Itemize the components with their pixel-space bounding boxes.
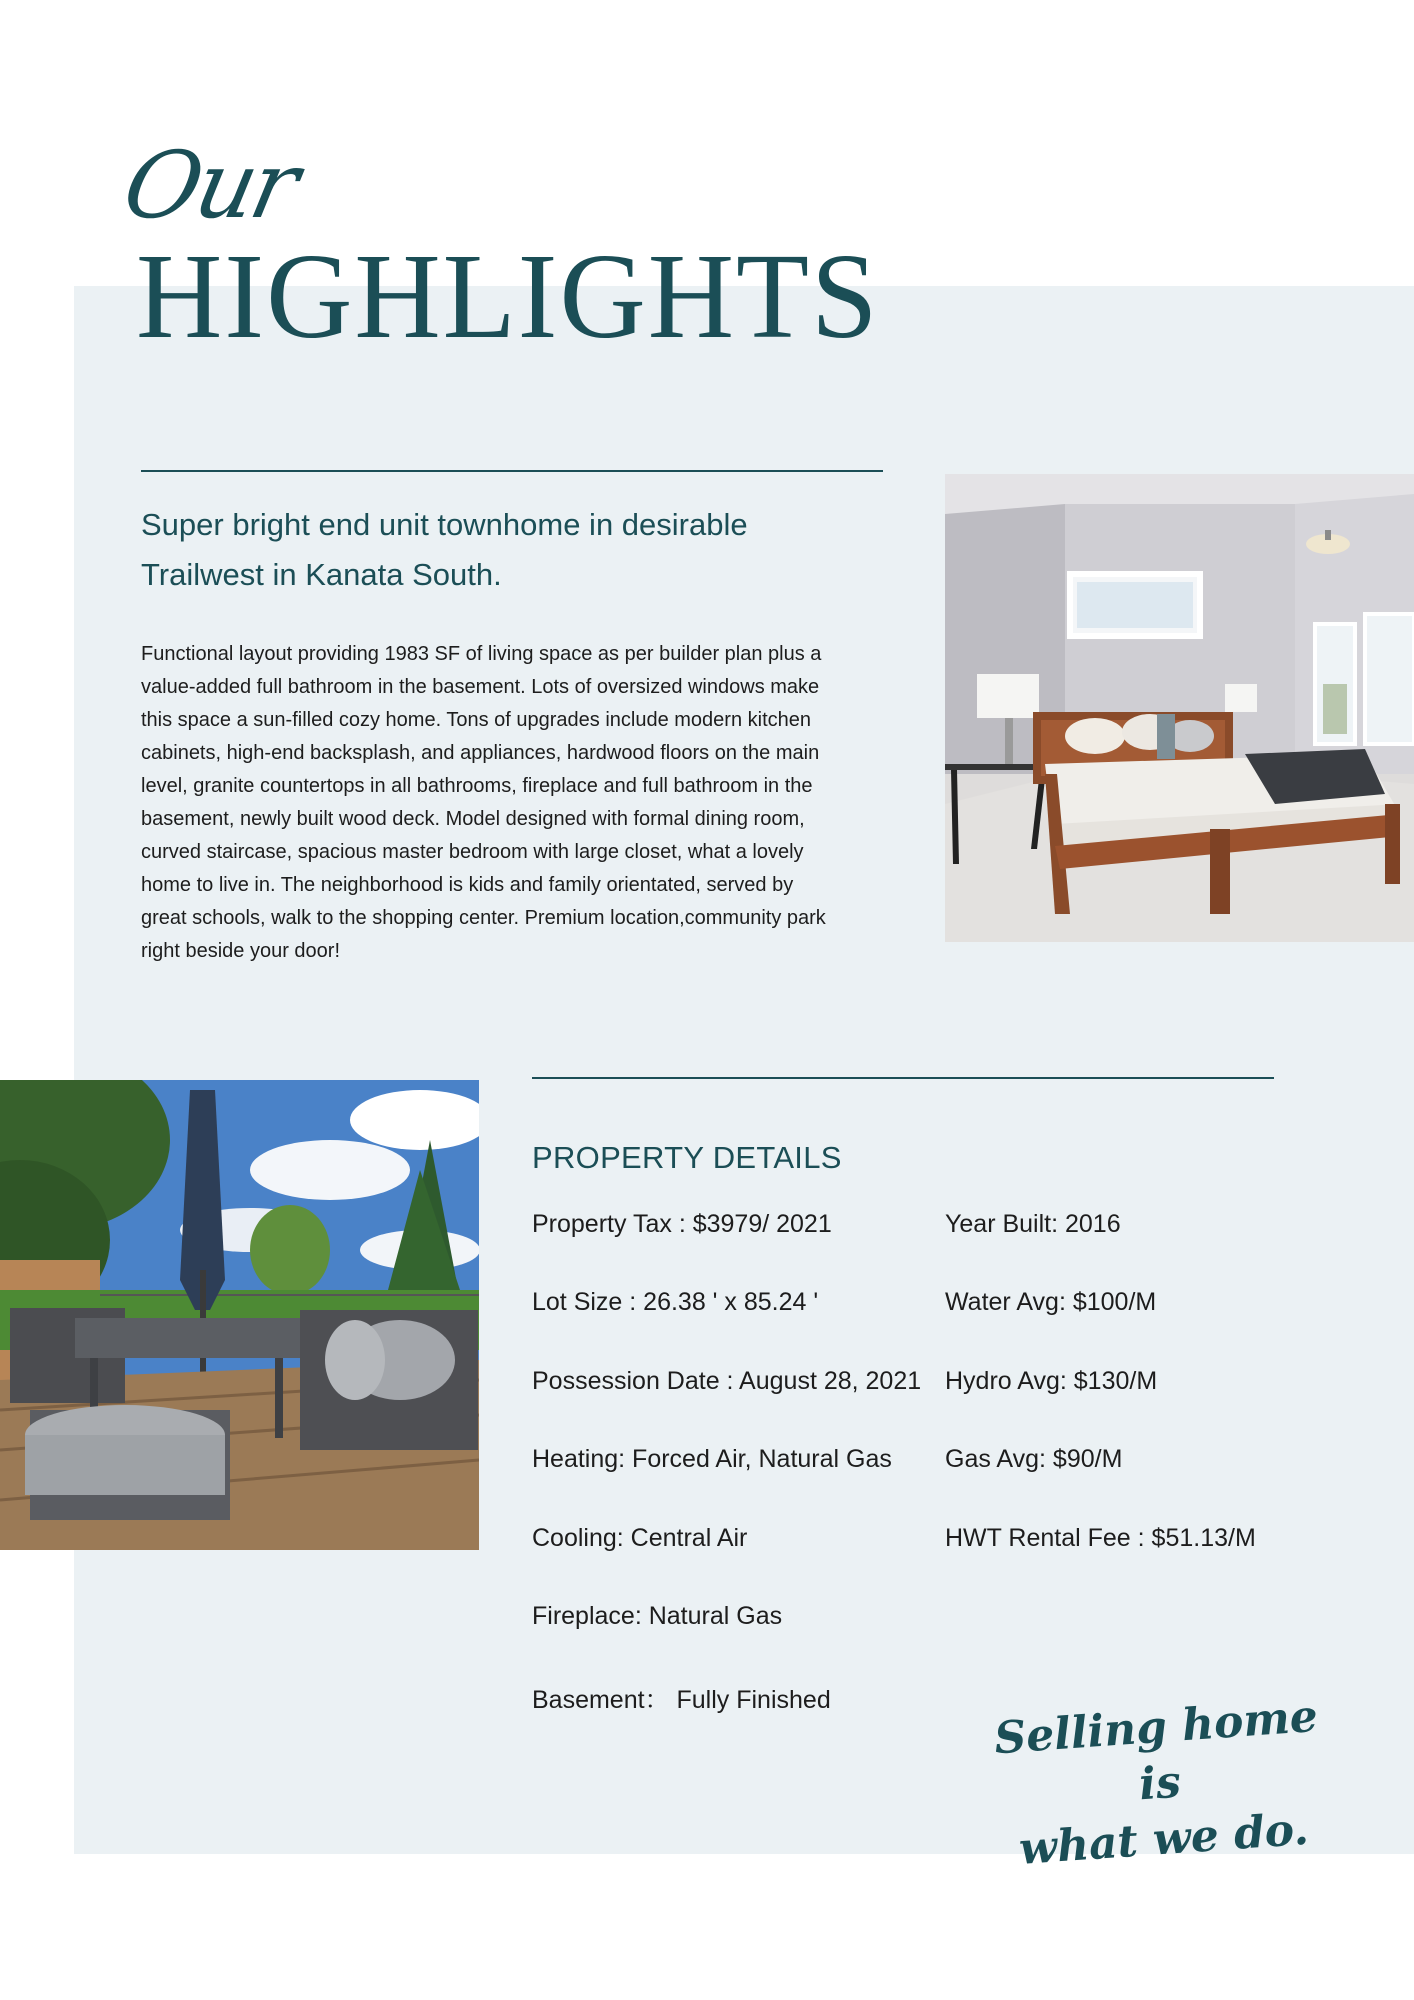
detail-hwt-rental-fee: HWT Rental Fee : $51.13/M [945,1524,1256,1552]
bedroom-photo [945,474,1414,942]
tagline [975,1688,1346,1881]
intro-description: Functional layout providing 1983 SF of living space as per builder plan plus a value-added full bathroom in the basement. Lots of oversized windows make this space a sun-filled cozy home. Tons of upgrades include modern kitchen cabinets, high-end backsplash, and appliances, hardwood floors on the main level, granite countertops in all bathrooms, fireplace and full bathroom in the basement, newly built wood deck. Model designed with formal dining room, curved staircase, spacious master bedroom with large closet, what a lovely home to live in. The neighborhood is kids and family orientated, served by great schools, walk to the shopping center. Premium location,community park right beside your door! [141,643,826,962]
detail-cooling: Cooling: Central Air [532,1524,748,1552]
detail-hydro-avg: Hydro Avg: $130/M [945,1367,1158,1395]
detail-water-avg: Water Avg: $100/M [945,1288,1157,1316]
detail-year-built: Year Built: 2016 [945,1210,1121,1238]
detail-gas-avg: Gas Avg: $90/M [945,1445,1123,1473]
details-divider [532,1077,1274,1079]
detail-property-tax: Property Tax : $3979/ 2021 [532,1210,832,1238]
property-details-heading: PROPERTY DETAILS [532,1140,842,1175]
top-divider [141,470,883,472]
script-heading-our: Our [114,132,305,239]
detail-lot-size: Lot Size : 26.38 ' x 85.24 ' [532,1288,819,1316]
page-title: HIGHLIGHTS [136,229,880,364]
intro-subtitle: Super bright end unit townhome in desirable Trailwest in Kanata South. [141,507,748,592]
tagline-line-1: Selling home is [992,1690,1320,1811]
detail-basement: Basement： Fully Finished [532,1686,831,1714]
detail-possession-date: Possession Date : August 28, 2021 [532,1367,922,1395]
patio-photo [0,1080,479,1550]
detail-heating: Heating: Forced Air, Natural Gas [532,1445,892,1473]
tagline-line-2: what we do. [1017,1803,1311,1875]
detail-fireplace: Fireplace: Natural Gas [532,1602,783,1630]
